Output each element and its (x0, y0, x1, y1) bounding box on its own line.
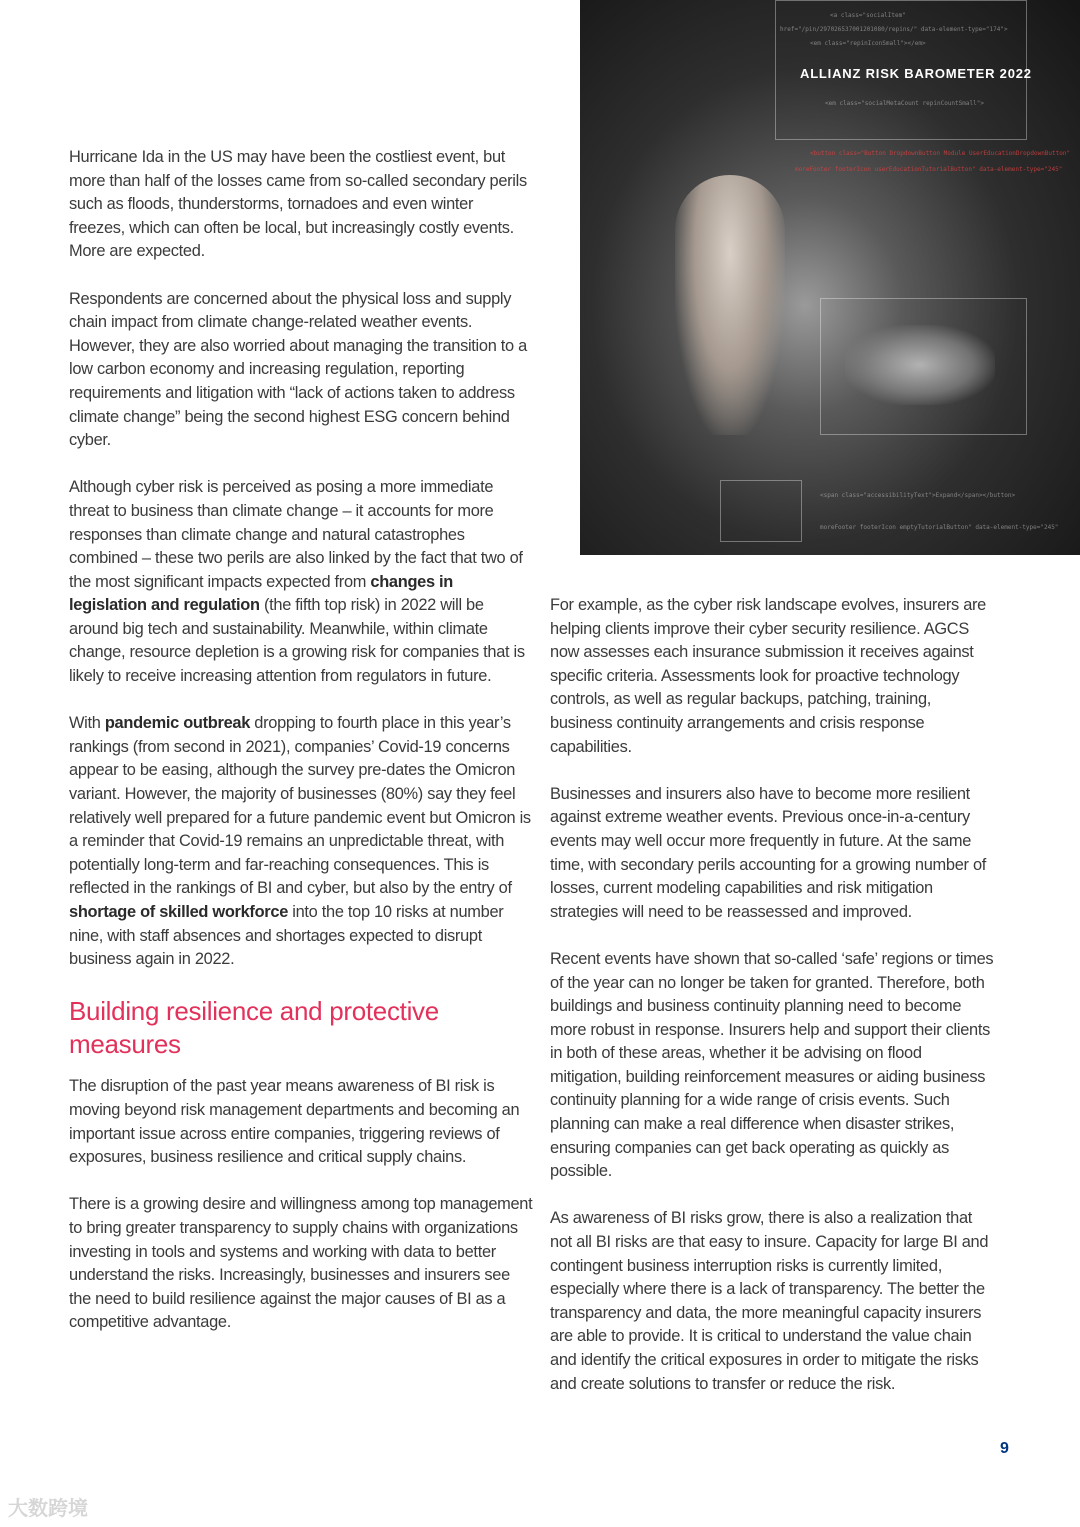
watermark-logo: 大数跨境 (8, 1498, 88, 1520)
paragraph: Hurricane Ida in the US may have been the costliest event, but more than half of the losses came from so-called secondary perils such as floods, thunderstorms, tornadoes and even winter freezes, which can often be local, but increasingly costly events. More are expected. (69, 148, 527, 261)
paragraph: Businesses and insurers also have to become more resilient against extreme weather events. Previous once-in-a-century events may well occur more frequently in future. At the same time, with secondary perils accounting for a growing number of losses, current modeling capabilities and risk mitigation strategies will need to be reassessed and improved. (550, 784, 987, 921)
world-map-graphic (845, 325, 995, 405)
right-column (550, 594, 996, 1420)
bold-text: changes in legislation and regulation (69, 572, 454, 615)
hologram-frame (720, 480, 802, 542)
paragraph (69, 476, 533, 688)
code-text: moreFooter footerIcon userEducationTutorialButton" data-element-type="245" (795, 166, 1063, 173)
page-number: 9 (1000, 1440, 1009, 1457)
paragraph: For example, as the cyber risk landscape evolves, insurers are helping clients improve their cyber security resilience. AGCS now assesses each insurance submission it receives against specific criteria. Assessments look for proactive technology controls, as well as regular backups, patching, training, business continuity arrangements and crisis response capabilities. (550, 596, 986, 756)
section-heading: Building resilience and protective measures (69, 996, 439, 1060)
code-text: href="/pin/297026537001201080/repins/" data-element-type="174"> (780, 26, 1008, 33)
hand-graphic (675, 175, 785, 435)
code-text: <em class="socialMetaCount repinCountSmall"> (825, 100, 984, 107)
paragraph: Respondents are concerned about the physical loss and supply chain impact from climate change-related weather events. However, they are also worried about managing the transition to a low carbon economy and increasing regulation, reporting requirements and litigation with “lack of actions taken to address climate change” being the second highest ESG concern behind cyber. (69, 289, 527, 450)
paragraph: As awareness of BI risks grow, there is also a realization that not all BI risks are that easy to insure. Capacity for large BI and contingent business interruption risks is currently limited, especially where there is a lack of transparency. The better the transparency and data, the more meaningful capacity insurers are able to provide. It is critical to understand the value chain and identify the critical exposures in order to mitigate the risks and create solutions to transfer or reduce the risk. (550, 1209, 989, 1393)
code-text: <span class="accessibilityText">Expand</span></button> (820, 492, 1016, 499)
text: Although cyber risk is perceived as posing a more immediate threat to business than climate change – it accounts for more responses than climate change and natural catastrophes combined – these two perils are also linked by the fact that two of the most significant impacts expected from (69, 478, 523, 591)
bold-text: pandemic outbreak (104, 714, 251, 733)
paragraph: There is a growing desire and willingness among top management to bring greater transparency to supply chains with organizations investing in tools and systems and working with data to better understand the risks. Increasingly, businesses and insurers see the need to build resilience against the major causes of BI as a competitive advantage. (69, 1195, 533, 1332)
text: (the fifth top risk) in 2022 will be around big tech and sustainability. Meanwhile, within climate change, resource depletion is a growing risk for companies that is likely to receive increasing attention from regulators in future. (69, 596, 525, 686)
bold-text: shortage of skilled workforce (69, 903, 289, 921)
text: With (69, 714, 105, 733)
left-column (69, 146, 533, 1359)
text: into the top 10 risks at number nine, with staff absences and shortages expected to disrupt business again in 2022. (69, 903, 504, 969)
code-text: <a class="socialItem" (830, 12, 906, 19)
paragraph (69, 712, 533, 972)
paragraph: The disruption of the past year means awareness of BI risk is moving beyond risk management departments and becoming an important issue across entire companies, triggering reviews of exposures, business resilience and critical supply chains. (69, 1077, 520, 1167)
paragraph: Recent events have shown that so-called ‘safe’ regions or times of the year can no longer be taken for granted. Therefore, both buildings and business continuity planning need to become more robust in response. Insurers help and support their clients in both of these areas, whether it be advising on flood mitigation, building reinforcement measures or aiding business continuity planning for a wide range of crisis events. Such planning can make a real difference when disaster strikes, ensuring companies can get back operating as quickly as possible. (550, 949, 994, 1181)
hero-image (580, 0, 1080, 555)
code-text: moreFooter footerIcon emptyTutorialButton" data-element-type="245" (820, 524, 1059, 531)
text: dropping to fourth place in this year’s rankings (from second in 2021), companies’ Covid-19 concerns appear to be easing, although the survey pre-dates the Omicron variant. However, the majority of businesses (80%) say they feel relatively well prepared for a future pandemic event but Omicron is a reminder that Covid-19 remains an unpredictable threat, with potentially long-term and far-reaching consequences. This is reflected in the rankings of BI and cyber, but also by the entry of (69, 714, 531, 898)
code-text: <button class="Button DropdownButton Module UserEducationDropdownButton" (810, 150, 1071, 157)
report-title: ALLIANZ RISK BAROMETER 2022 (800, 66, 1032, 81)
code-text: <em class="repinIconSmall"></em> (810, 40, 926, 47)
